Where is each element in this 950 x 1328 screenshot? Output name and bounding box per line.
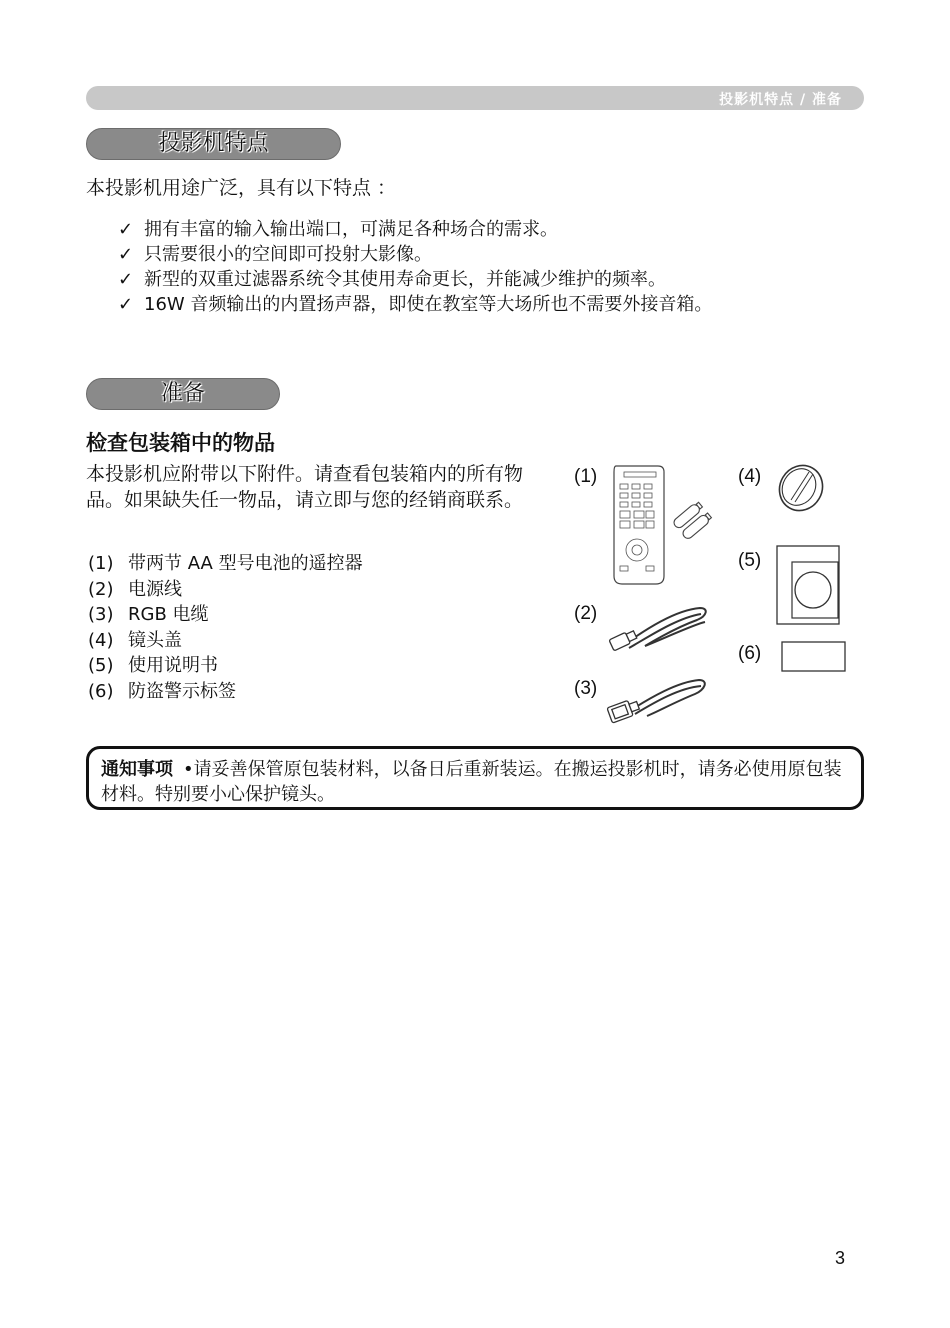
contents-description: 本投影机应附带以下附件。请查看包装箱内的所有物品。如果缺失任一物品，请立即与您的经销商联系。 bbox=[86, 463, 524, 511]
breadcrumb: 投影机特点 / 准备 bbox=[719, 92, 842, 108]
list-item: (1) 带两节 AA 型号电池的遥控器 bbox=[88, 553, 363, 574]
notice-label: 通知事项 bbox=[101, 759, 173, 780]
power-cord-icon bbox=[605, 600, 715, 660]
check-icon: ✓ bbox=[118, 219, 134, 240]
figure-label-3: (3) bbox=[574, 678, 598, 699]
list-item bbox=[118, 267, 712, 292]
feature-text: 拥有丰富的输入输出端口，可满足各种场合的需求。 bbox=[144, 219, 558, 240]
list-item: (2) 电源线 bbox=[88, 578, 182, 600]
figure-label-6: (6) bbox=[738, 643, 762, 664]
accessory-list bbox=[88, 551, 363, 704]
features-section-title: 投影机特点 bbox=[86, 128, 341, 160]
list-item bbox=[118, 292, 712, 317]
manual-icon bbox=[776, 545, 841, 627]
figure-label-4: (4) bbox=[738, 466, 762, 487]
features-intro: 本投影机用途广泛，具有以下特点 ： bbox=[86, 177, 397, 199]
list-item: (6) 防盗警示标签 bbox=[88, 680, 236, 702]
figure-label-5: (5) bbox=[738, 550, 762, 571]
page-number: 3 bbox=[835, 1248, 846, 1268]
check-icon: ✓ bbox=[118, 294, 134, 315]
lens-cover-icon bbox=[775, 460, 830, 515]
check-icon: ✓ bbox=[118, 269, 134, 290]
list-item: (3) RGB 电缆 bbox=[88, 604, 209, 625]
feature-text: 只需要很小的空间即可投射大影像。 bbox=[144, 244, 432, 265]
feature-text: 新型的双重过滤器系统令其使用寿命更长，并能减少维护的频率。 bbox=[144, 269, 666, 290]
figure-label-1: (1) bbox=[574, 466, 598, 487]
list-item: (4) 镜头盖 bbox=[88, 629, 182, 651]
notice-box bbox=[86, 746, 864, 810]
anti-theft-label-icon bbox=[781, 641, 847, 673]
notice-text: •请妥善保管原包装材料，以备日后重新装运。在搬运投影机时，请务必使用原包装材料。特别要小心保护镜头。 bbox=[101, 759, 842, 805]
list-item bbox=[118, 242, 712, 267]
contents-subheading: 检查包装箱中的物品 bbox=[86, 431, 275, 455]
rgb-cable-icon bbox=[605, 672, 715, 732]
list-item: (5) 使用说明书 bbox=[88, 655, 218, 676]
figure-label-2: (2) bbox=[574, 603, 598, 624]
preparation-section-title: 准备 bbox=[86, 378, 280, 410]
list-item bbox=[118, 217, 712, 242]
remote-control-icon bbox=[610, 464, 720, 589]
header-bar bbox=[86, 86, 864, 110]
check-icon: ✓ bbox=[118, 244, 134, 265]
feature-list bbox=[118, 217, 712, 317]
feature-text: 16W 音频输出的内置扬声器，即使在教室等大场所也不需要外接音箱。 bbox=[144, 294, 713, 315]
